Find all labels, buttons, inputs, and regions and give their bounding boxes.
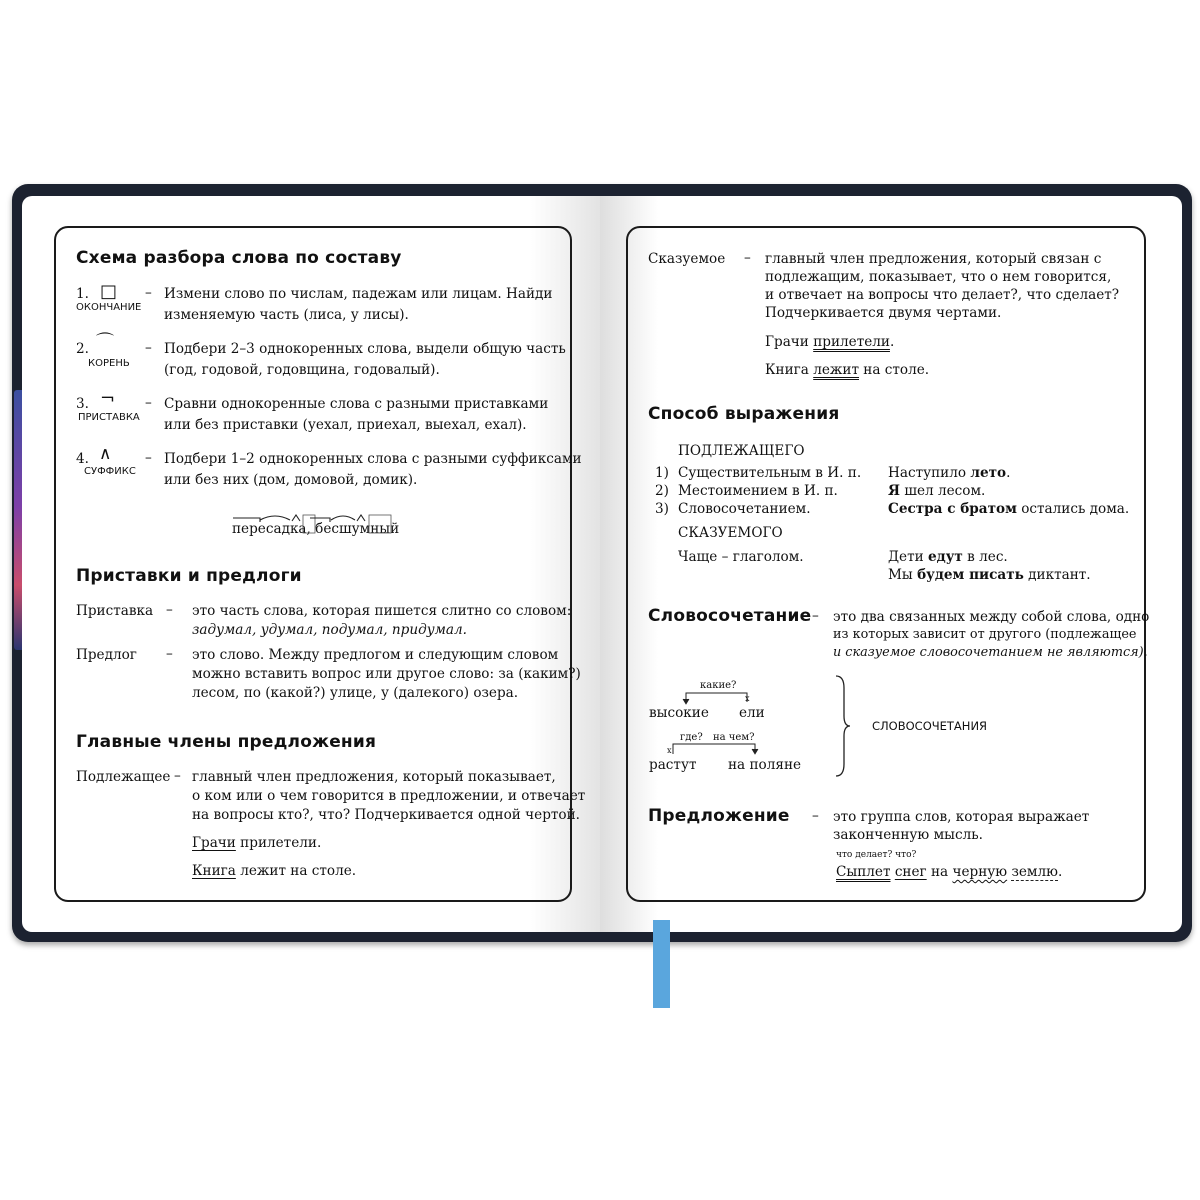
phrase-word-1a: высокие bbox=[649, 705, 709, 721]
subject-example-2 bbox=[192, 862, 356, 881]
phrase-def-1: это два связанных между собой слова, одно bbox=[833, 609, 1150, 625]
phrase-q1: какие? bbox=[700, 680, 737, 691]
predicate-def-4: Подчеркивается двумя чертами. bbox=[765, 305, 1002, 321]
morpheme-marks-icon bbox=[230, 512, 400, 536]
phrase-dash: – bbox=[812, 608, 819, 624]
sentence-object: землю bbox=[1011, 864, 1058, 880]
expr-row-1-bold: лето bbox=[970, 465, 1007, 481]
pred-ex-2-pre: Мы bbox=[888, 567, 918, 583]
root-sign-icon: ⌒ bbox=[96, 332, 114, 353]
predicate-word-1: прилетели bbox=[813, 334, 890, 350]
subject-head: ПОДЛЕЖАЩЕГО bbox=[678, 443, 805, 459]
subject-word-1: Грачи bbox=[192, 835, 236, 851]
item-4-label: СУФФИКС bbox=[84, 466, 136, 477]
item-1-dash: – bbox=[145, 285, 152, 301]
brace-label: СЛОВОСОЧЕТАНИЯ bbox=[872, 719, 988, 733]
phrase-q2a: где? bbox=[680, 732, 703, 743]
pred-ex-1-bold: едут bbox=[928, 549, 963, 565]
subject-term: Подлежащее bbox=[76, 769, 171, 785]
expr-row-2-post: шел лесом. bbox=[900, 483, 986, 499]
predicate-example-2-pre: Книга bbox=[765, 362, 814, 378]
pred-ex-1-post: в лес. bbox=[962, 549, 1008, 565]
expr-row-2-example bbox=[888, 482, 985, 501]
item-2-line1: Подбери 2–3 однокоренных слова, выдели общую часть bbox=[164, 341, 566, 357]
expr-row-3-how: Словосочетанием. bbox=[678, 501, 811, 517]
subject-example-2-rest: лежит на столе. bbox=[235, 863, 357, 879]
phrase-mark-1: x bbox=[745, 694, 750, 703]
predicate-dash: – bbox=[744, 250, 751, 266]
item-4-dash: – bbox=[145, 450, 152, 466]
prefix-def-2: задумал, удумал, подумал, придумал. bbox=[192, 622, 467, 638]
pred-ex-2-post: диктант. bbox=[1023, 567, 1091, 583]
sentence-prep: на bbox=[926, 864, 953, 880]
subject-dash: – bbox=[174, 768, 181, 784]
predicate-def-2: подлежащим, показывает, что о нем говорится, bbox=[765, 269, 1112, 285]
item-4-num: 4. bbox=[76, 451, 89, 467]
sentence-attribute: черную bbox=[952, 864, 1008, 880]
item-1-label: ОКОНЧАНИЕ bbox=[76, 302, 142, 313]
morphemes-title: Схема разбора слова по составу bbox=[76, 248, 402, 268]
predicate-expr-example-2 bbox=[888, 566, 1091, 585]
expression-title: Способ выражения bbox=[648, 404, 840, 424]
phrase-q2b: на чем? bbox=[713, 732, 755, 743]
item-2-dash: – bbox=[145, 340, 152, 356]
item-4-line1: Подбери 1–2 однокоренных слова с разными суффиксами bbox=[164, 451, 582, 467]
preposition-dash: – bbox=[166, 646, 173, 662]
suffix-sign-icon: ∧ bbox=[99, 444, 112, 464]
phrase-def-3: и сказуемое словосочетанием не являются). bbox=[833, 645, 1148, 660]
predicate-how: Чаще – глаголом. bbox=[678, 549, 804, 565]
item-3-dash: – bbox=[145, 395, 152, 411]
members-title: Главные члены предложения bbox=[76, 732, 377, 752]
subject-example-1 bbox=[192, 834, 321, 853]
item-3-line2: или без приставки (уехал, приехал, выехал, ехал). bbox=[164, 417, 527, 433]
preposition-term: Предлог bbox=[76, 647, 137, 663]
prefix-sign-icon: ¬ bbox=[100, 388, 116, 409]
phrase-word-2b: на поляне bbox=[728, 757, 802, 773]
prefix-term: Приставка bbox=[76, 603, 154, 619]
ending-sign-icon: □ bbox=[100, 281, 118, 302]
morpheme-example: пересадка, бесшумный bbox=[232, 521, 400, 537]
predicate-word-2: лежит bbox=[813, 362, 859, 378]
item-1-num: 1. bbox=[76, 286, 89, 302]
expr-row-2-num: 2) bbox=[655, 483, 669, 499]
pred-ex-1-pre: Дети bbox=[888, 549, 928, 565]
expr-row-3-post: остались дома. bbox=[1016, 501, 1130, 517]
predicate-example-2-post: на столе. bbox=[858, 362, 930, 378]
expr-row-2-how: Местоимением в И. п. bbox=[678, 483, 838, 499]
item-3-line1: Сравни однокоренные слова с разными приставками bbox=[164, 396, 549, 412]
item-2-line2: (год, годовой, годовщина, годовалый). bbox=[164, 362, 440, 378]
sentence-example bbox=[836, 863, 1062, 882]
phrase-title: Словосочетание bbox=[648, 606, 812, 626]
sentence-subject: снег bbox=[894, 864, 927, 880]
item-3-label: ПРИСТАВКА bbox=[78, 412, 140, 423]
sentence-dash: – bbox=[812, 808, 819, 824]
subject-def-2: о ком или о чем говорится в предложении, и отвечает bbox=[192, 788, 586, 804]
expr-row-1-how: Существительным в И. п. bbox=[678, 465, 862, 481]
subject-example-1-rest: прилетели. bbox=[235, 835, 322, 851]
phrase-mark-2: x bbox=[667, 746, 672, 755]
predicate-example-1 bbox=[765, 333, 894, 352]
item-4-line2: или без них (дом, домовой, домик). bbox=[164, 472, 418, 488]
subject-def-3: на вопросы кто?, что? Подчеркивается одной чертой. bbox=[192, 807, 580, 823]
predicate-def-3: и отвечает на вопросы что делает?, что сделает? bbox=[765, 287, 1120, 303]
curly-brace-icon bbox=[832, 674, 854, 778]
item-1-line1: Измени слово по числам, падежам или лицам. Найди bbox=[164, 286, 553, 302]
sentence-title: Предложение bbox=[648, 806, 790, 826]
predicate-head: СКАЗУЕМОГО bbox=[678, 525, 783, 541]
pred-ex-2-bold: будем писать bbox=[917, 567, 1024, 583]
predicate-term: Сказуемое bbox=[648, 251, 726, 267]
prefix-dash: – bbox=[166, 602, 173, 618]
expr-row-3-num: 3) bbox=[655, 501, 669, 517]
subject-word-2: Книга bbox=[192, 863, 236, 879]
preposition-def-1: это слово. Между предлогом и следующим словом bbox=[192, 647, 559, 663]
expr-row-2-bold: Я bbox=[888, 483, 900, 499]
item-2-label: КОРЕНЬ bbox=[88, 358, 130, 369]
expr-row-1-num: 1) bbox=[655, 465, 669, 481]
expr-row-1-example bbox=[888, 464, 1010, 483]
sentence-def-1: это группа слов, которая выражает bbox=[833, 809, 1090, 825]
expr-row-3-bold: Сестра с братом bbox=[888, 501, 1017, 517]
predicate-expr-example-1 bbox=[888, 548, 1008, 567]
preposition-def-3: лесом, по (какой?) улице, у (далекого) озера. bbox=[192, 685, 519, 701]
phrase-word-1b: ели bbox=[739, 705, 765, 721]
sentence-questions: что делает? что? bbox=[836, 850, 917, 860]
prefixes-title: Приставки и предлоги bbox=[76, 566, 302, 586]
predicate-example-2 bbox=[765, 361, 929, 380]
sentence-predicate: Сыплет bbox=[836, 864, 891, 880]
expr-row-1-pre: Наступило bbox=[888, 465, 971, 481]
preposition-def-2: можно вставить вопрос или другое слово: за (каким?) bbox=[192, 666, 581, 682]
item-2-num: 2. bbox=[76, 341, 89, 357]
item-1-line2: изменяемую часть (лиса, у лисы). bbox=[164, 307, 409, 323]
expr-row-1-post: . bbox=[1006, 465, 1011, 481]
subject-def-1: главный член предложения, который показывает, bbox=[192, 769, 556, 785]
phrase-def-2-text: из которых зависит от другого (подлежащее bbox=[833, 627, 1137, 642]
sentence-end: . bbox=[1057, 864, 1063, 880]
phrase-def-2 bbox=[833, 626, 1137, 645]
bookmark-ribbon bbox=[653, 920, 670, 1008]
predicate-example-1-post: . bbox=[889, 334, 895, 350]
expr-row-3-example bbox=[888, 500, 1129, 519]
sentence-def-2: законченную мысль. bbox=[833, 827, 983, 843]
prefix-def-1: это часть слова, которая пишется слитно со словом: bbox=[192, 603, 572, 619]
predicate-example-1-pre: Грачи bbox=[765, 334, 814, 350]
phrase-word-2a: растут bbox=[649, 757, 697, 773]
predicate-def-1: главный член предложения, который связан с bbox=[765, 251, 1102, 267]
item-3-num: 3. bbox=[76, 396, 89, 412]
